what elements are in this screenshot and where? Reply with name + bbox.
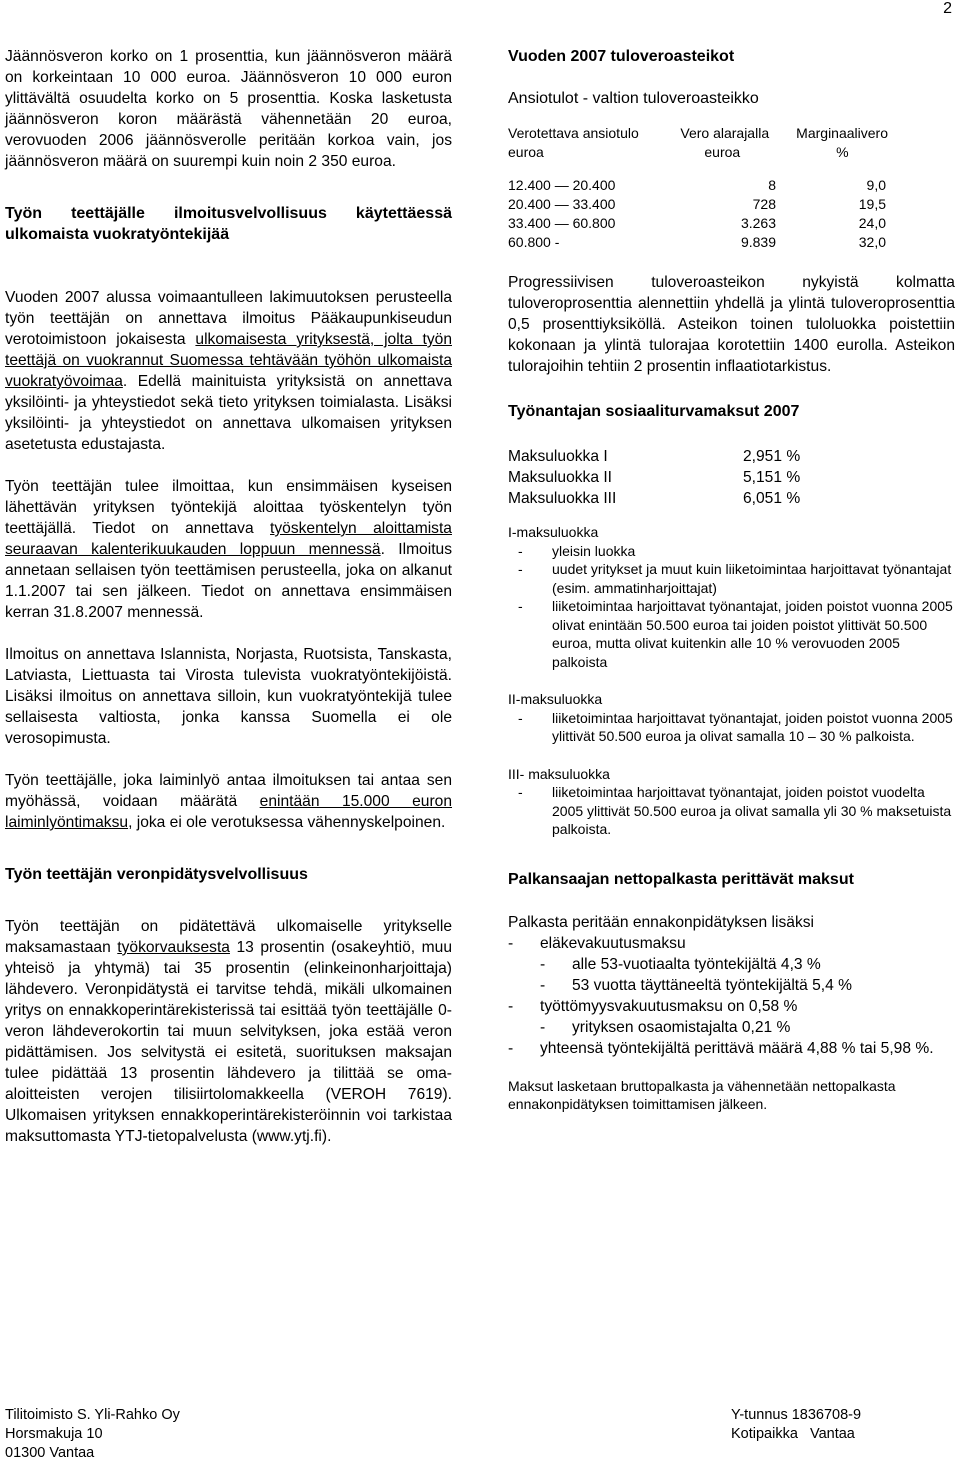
paragraph-law-change xyxy=(5,287,452,455)
table-row xyxy=(508,467,800,488)
list-item: - yrityksen osaomistajalta 0,21 % xyxy=(508,1017,955,1038)
subtitle-income-scale: Ansiotulot - valtion tuloveroasteikko xyxy=(508,90,759,107)
class-1-title: I-maksuluokka xyxy=(508,524,599,540)
footer-company-info xyxy=(5,1406,180,1463)
deductions-list xyxy=(508,1038,955,1059)
cell-rate: 32,0 xyxy=(858,234,886,250)
cell-rate: 9,0 xyxy=(866,177,886,193)
text-segment: Työn teettäjän on pidätettävä ulkomaiselle yritykselle maksamastaan xyxy=(5,918,452,956)
underlined-text: työskentelyn aloittamista seuraavan kalenterikuukauden loppuun mennessä xyxy=(5,520,452,558)
cell-rate: 24,0 xyxy=(858,215,886,231)
cell-class-value: 6,051 % xyxy=(743,490,801,507)
table-row xyxy=(508,233,886,252)
header-taxable-income: Verotettava ansiotulo xyxy=(508,125,639,141)
text-segment: 13 prosentin (osakeyhtiö, muu yhteisö ja yhtymä) tai 35 prosentin (elinkeinonharjoittaja) lähdevero. Veronpidätystä ei tarvitse tehdä, mikäli ulkomainen yritys on ennakkoperintärekisterissä tai esittää työn teettäjälle 0-veron lähdeverokortin tai muun selvityksen, joka estää veron pidättämisen. Jos selvitystä ei esitetä, suorituksen maksajan tulee pidättää 13 prosentin lähdevero ja tilittää se oma-aloitteisten verojen tilisiirtolomakkeella (VEROH 7619). Ulkomaisen yrityksen ennakkoperintärekisteröinnin voi tarkistaa maksuttomasta YTJ-tietopalvelusta (www.ytj.fi). xyxy=(5,939,453,1145)
paragraph-notification-timing xyxy=(5,476,452,623)
heading-social-security: Työnantajan sosiaaliturvamaksut 2007 xyxy=(508,403,800,420)
tax-rows-table xyxy=(508,176,886,252)
underlined-text: työkorvauksesta xyxy=(117,939,230,956)
list-item: - yhteensä työntekijältä perittävä määrä 4,88 % tai 5,98 %. xyxy=(508,1038,955,1059)
deduction-pension: eläkevakuutusmaksu xyxy=(540,934,686,952)
class-3-title: III- maksuluokka xyxy=(508,765,610,782)
class-3-block xyxy=(508,765,955,839)
paragraph-countries: Ilmoitus on annettava Islannista, Norjasta, Ruotsista, Tanskasta, Latviasta, Liettuasta tai Virosta tulevista vuokratyöntekijöistä. Lisäksi ilmoitus on annettava silloin, kun vuokratyöntekijä tulee sellaisesta valtiosta, jonka kanssa Suomella ei ole verosopimusta. xyxy=(5,646,452,747)
tax-scale-table xyxy=(508,124,888,162)
page-number: 2 xyxy=(943,0,952,17)
cell-class-value: 2,951 % xyxy=(743,448,801,465)
header-tax-at-lower-limit: Vero alarajalla xyxy=(680,125,770,141)
list-item: - työttömyysvakuutusmaksu on 0,58 % xyxy=(508,996,955,1017)
header-unit: euroa xyxy=(508,144,544,160)
cell-class-name: Maksuluokka II xyxy=(508,469,613,486)
deductions-list xyxy=(508,933,955,954)
underlined-text: enintään 15.000 euron laiminlyöntimaksu xyxy=(5,793,453,831)
payment-classes-table xyxy=(508,446,800,509)
list-item: - 53 vuotta täyttäneeltä työntekijältä 5,4 % xyxy=(508,975,955,996)
cell-class-value: 5,151 % xyxy=(743,469,801,486)
paragraph-penalty xyxy=(5,770,452,833)
table-header-row xyxy=(508,124,888,143)
left-column xyxy=(5,46,452,1147)
heading-employee-deductions: Palkansaajan nettopalkasta perittävät maksut xyxy=(508,870,854,888)
table-row xyxy=(508,214,886,233)
text-segment: , joka ei ole verotuksessa vähennyskelpoinen. xyxy=(128,814,446,831)
text-segment: . Edellä mainituista yrityksistä on annettava yksilöinti- ja yhteystiedot sekä tieto yrityksen toimialasta. Lisäksi yksilöinti- ja yhteystiedot on annettava ulkomaisen yrityksen asetetusta edustajasta. xyxy=(5,373,452,453)
text-segment: Työn teettäjän tulee ilmoittaa, kun ensimmäisen kyseisen lähettävän yrityksen työntekijä aloittaa työskentelyn työn teettäjällä. Tiedot on annettava xyxy=(5,478,452,537)
class-2-block xyxy=(508,690,955,746)
table-header-row xyxy=(508,143,888,162)
text-segment: Vuoden 2007 alussa voimaantulleen lakimuutoksen perusteella työn teettäjän on annettava ilmoitus Pääkaupunkiseudun verotoimistoon jokaisesta xyxy=(5,289,452,348)
header-marginal-rate: Marginaalivero xyxy=(796,125,888,141)
heading-withholding-duty: Työn teettäjän veronpidätysvelvollisuus xyxy=(5,866,308,883)
header-unit: % xyxy=(836,144,849,160)
cell-range: 60.800 - xyxy=(508,234,560,250)
cell-range: 12.400 — 20.400 xyxy=(508,177,616,193)
cell-tax: 728 xyxy=(752,196,776,212)
list-item: - yleisin luokka xyxy=(508,542,955,561)
class-1-list xyxy=(508,542,955,672)
cell-tax: 8 xyxy=(768,177,776,193)
deductions-sublist xyxy=(508,954,955,996)
list-item: - alle 53-vuotiaalta työntekijältä 4,3 % xyxy=(508,954,955,975)
footer-business-id: Y-tunnus 1836708-9 xyxy=(731,1407,862,1423)
deductions-sublist xyxy=(508,1017,955,1038)
paragraph-residual-tax-interest: Jäännösveron korko on 1 prosenttia, kun jäännösveron määrä on korkeintaan 10 000 euroa. Jäännösveron 10 000 euron ylittävältä osuudelta korko on 5 prosenttia. Koska lasketusta jäännösveron koron määrästä vähennetään 20 euroa, verovuoden 2006 jäännösverolle peritään korkoa vain, jos jäännösveron määrä on suurempi kuin noin 2 350 euroa. xyxy=(5,48,452,170)
cell-class-name: Maksuluokka I xyxy=(508,448,608,465)
list-item xyxy=(508,933,955,954)
footer-street: Horsmakuja 10 xyxy=(5,1426,103,1442)
cell-class-name: Maksuluokka III xyxy=(508,490,617,507)
footer-domicile: Kotipaikka Vantaa xyxy=(731,1426,855,1442)
table-row xyxy=(508,446,800,467)
table-row xyxy=(508,195,886,214)
class-1-block xyxy=(508,523,955,671)
text-segment: Työn teettäjälle, joka laiminlyö antaa ilmoituksen tai antaa sen myöhässä, voidaan määrätä xyxy=(5,772,452,810)
list-item: - uudet yritykset ja muut kuin liiketoimintaa harjoittavat työnantajat (esim. ammatinharjoittajat) xyxy=(508,560,955,597)
footer-company-name: Tilitoimisto S. Yli-Rahko Oy xyxy=(5,1407,180,1423)
class-2-title: II-maksuluokka xyxy=(508,691,603,707)
table-row xyxy=(508,488,800,509)
deductions-list xyxy=(508,996,955,1017)
text-segment: . Ilmoitus annetaan sellaisen työn teettämisen perusteella, joka on alkanut 1.1.2007 tai sen jälkeen. Tiedot on annettava ensimmäisen kerran 31.8.2007 mennessä. xyxy=(5,541,452,621)
list-item: - liiketoimintaa harjoittavat työnantajat, joiden poistot vuonna 2005 ylittivät 50.500 euroa ja olivat samalla 10 – 30 % palkoista. xyxy=(508,709,955,746)
footer-city: 01300 Vantaa xyxy=(5,1445,95,1461)
class-3-list xyxy=(508,783,955,839)
cell-tax: 9.839 xyxy=(740,234,776,250)
underlined-text: ulkomaisesta yrityksestä, jolta työn teettäjä on vuokrannut Suomessa tehtävään työhön ulkomaista vuokratyövoimaa xyxy=(5,331,452,390)
paragraph-deductions-intro: Palkasta peritään ennakonpidätyksen lisäksi xyxy=(508,913,814,931)
paragraph-progressive-scale: Progressiivisen tuloveroasteikon nykyistä kolmatta tuloveroprosenttia alennettiin yhdellä ja ylintä tuloveroprosenttia 0,5 prosenttiyksiköllä. Asteikon toinen tuloluokka poistettiin kokonaan ja ylintä tulorajaa korotettiin 1400 eurolla. Asteikon tulorajoihin tehtiin 2 prosentin inflaatiotarkistus. xyxy=(508,274,955,375)
cell-tax: 3.263 xyxy=(740,215,776,231)
paragraph-note: Maksut lasketaan bruttopalkasta ja vähennetään nettopalkasta ennakonpidätyksen toimittamisen jälkeen. xyxy=(508,1077,896,1112)
footer-registration xyxy=(731,1406,861,1444)
table-row xyxy=(508,176,886,195)
list-item: - liiketoimintaa harjoittavat työnantajat, joiden poistot vuonna 2005 olivat enintään 50.500 euroa tai joiden poistot ylittivät 50.500 euroa, mutta olivat kuitenkin alle 10 % verovuoden 2005 palkoista xyxy=(508,597,955,671)
cell-rate: 19,5 xyxy=(858,196,886,212)
heading-tax-scales: Vuoden 2007 tuloveroasteikot xyxy=(508,48,735,65)
list-item: - liiketoimintaa harjoittavat työnantajat, joiden poistot vuodelta 2005 ylittivät 50.500 euroa ja olivat samalla yli 30 % maksetuista palkoista. xyxy=(508,783,955,839)
heading-notification-duty: Työn teettäjälle ilmoitusvelvollisuus käytettäessä ulkomaista vuokratyöntekijää xyxy=(5,205,452,243)
header-unit: euroa xyxy=(704,144,741,160)
cell-range: 33.400 — 60.800 xyxy=(508,215,616,231)
cell-range: 20.400 — 33.400 xyxy=(508,196,616,212)
right-column xyxy=(508,46,955,1114)
paragraph-withholding xyxy=(5,916,452,1147)
class-2-list xyxy=(508,709,955,746)
